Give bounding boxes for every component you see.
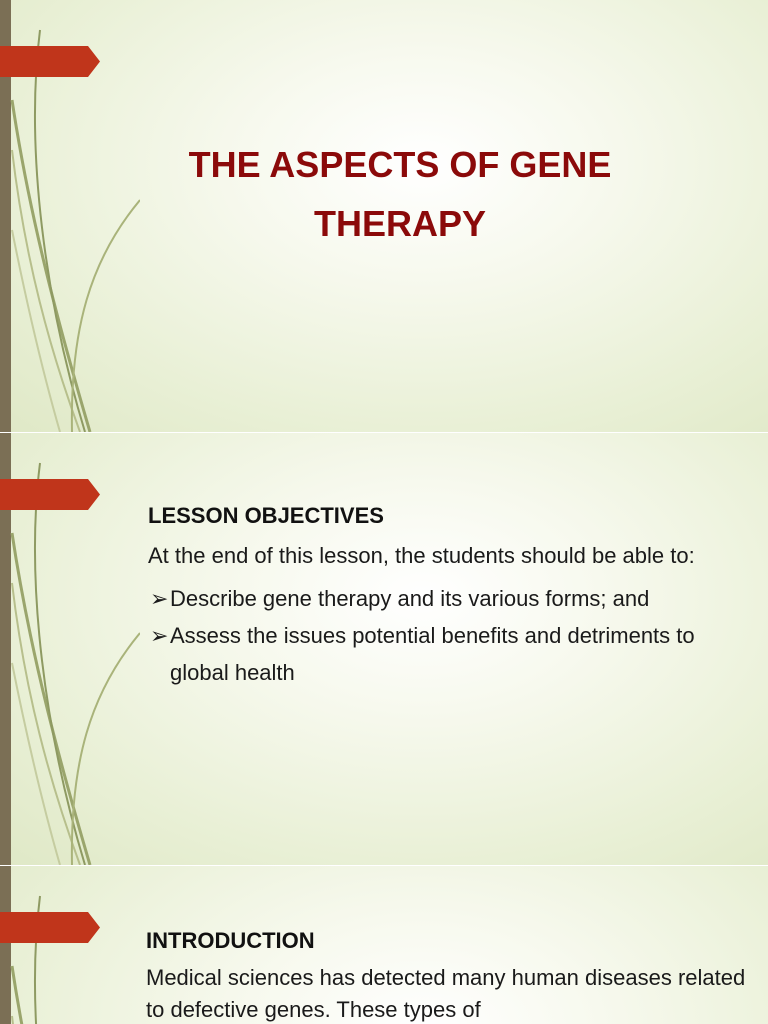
objective-item: [148, 580, 738, 617]
objective-item-text: Describe gene therapy and its various forms; and: [170, 586, 650, 611]
objective-item-text: Assess the issues potential benefits and detriments to global health: [170, 623, 695, 685]
slide-objectives[interactable]: [0, 433, 768, 865]
introduction-content: [146, 926, 746, 1024]
slide-accent-tab: [0, 46, 100, 77]
title-line-1: THE ASPECTS OF GENE: [188, 144, 612, 185]
slide-accent-tab: [0, 912, 100, 943]
arrow-bullet-icon: ➢: [150, 623, 169, 648]
objectives-intro: At the end of this lesson, the students should be able to:: [148, 543, 695, 568]
arrow-bullet-icon: ➢: [150, 586, 169, 611]
introduction-heading: INTRODUCTION: [146, 928, 315, 953]
slide-title[interactable]: [0, 0, 768, 432]
slide-accent-tab: [0, 479, 100, 510]
title-line-2: THERAPY: [313, 203, 487, 244]
decorative-swoosh: [0, 866, 140, 1024]
objectives-content: [148, 501, 738, 691]
objective-item: [148, 617, 738, 691]
introduction-body: Medical sciences has detected many human diseases related to defective genes. These types of: [146, 965, 746, 1022]
slide-introduction[interactable]: [0, 866, 768, 1024]
objectives-heading: LESSON OBJECTIVES: [148, 503, 384, 528]
slide-title-text: [150, 135, 650, 253]
